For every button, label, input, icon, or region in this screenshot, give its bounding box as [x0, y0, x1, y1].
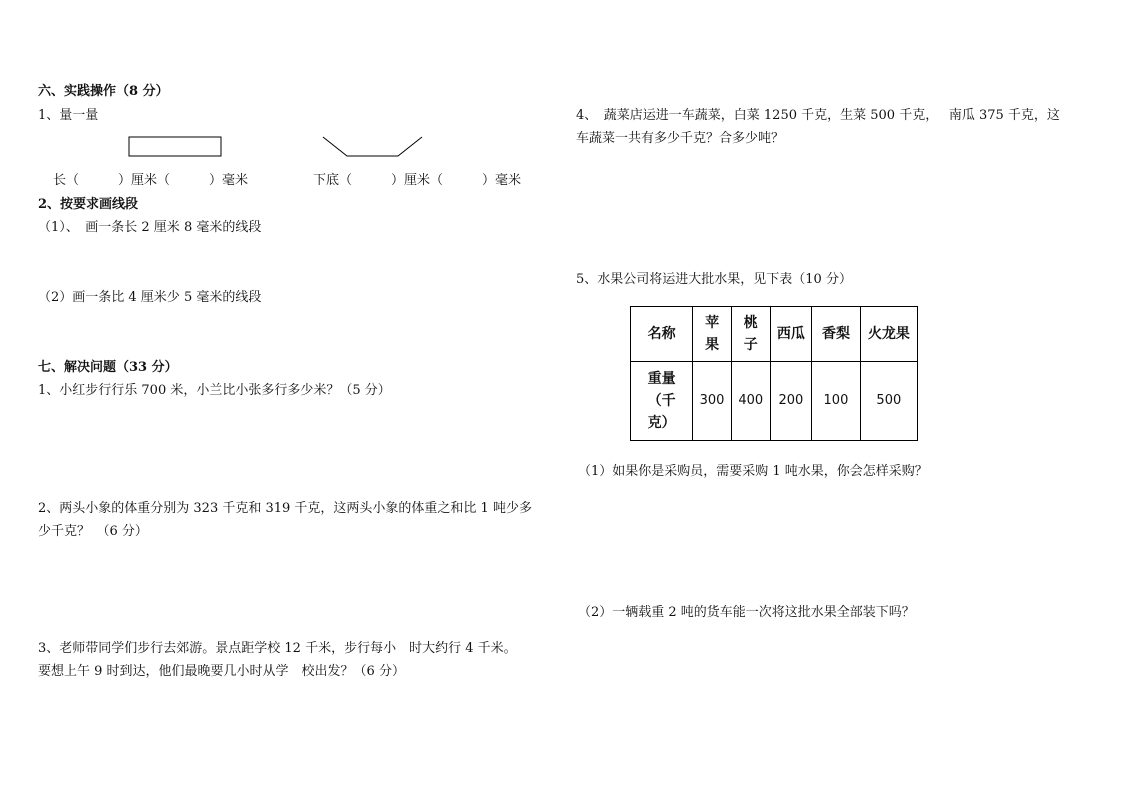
measure-trap-answer: 下底（ ）厘米（ ）毫米 — [313, 173, 522, 188]
table-weight-header-2: （千 — [647, 393, 676, 409]
table-weight-dragonfruit: 500 — [860, 362, 917, 441]
problem-3-line1: 3、老师带同学们步行去郊游。景点距学校 12 千米，步行每小 时大约行 4 千米。 — [38, 641, 517, 656]
measure-rect-answer: 长（ ）厘米（ ）毫米 — [53, 173, 249, 188]
problem-1: 1、小红步行行乐 700 米，小兰比小张多行多少米？（5 分） — [38, 383, 391, 398]
table-weight-pear: 100 — [812, 362, 860, 441]
table-name-header: 名称 — [631, 307, 693, 362]
question-measure-label: 1、量一量 — [38, 108, 99, 123]
table-fruit-pear: 香梨 — [812, 307, 860, 362]
section6-title: 六、实践操作（8 分） — [38, 84, 169, 99]
problem-3-line2: 要想上午 9 时到达，他们最晚要几小时从学 校出发？（6 分） — [38, 664, 405, 679]
table-fruit-dragonfruit: 火龙果 — [860, 307, 917, 362]
table-fruit-peach-char2: 子 — [743, 337, 758, 353]
table-header-row — [631, 307, 918, 362]
table-fruit-apple-char2: 果 — [705, 337, 720, 353]
problem-4-line1: 4、 蔬菜店运进一车蔬菜，白菜 1250 千克，生菜 500 千克， 南瓜 375 千克，这 — [576, 108, 1060, 123]
measure-trapezoid — [323, 137, 422, 156]
table-fruit-peach — [731, 307, 770, 362]
table-fruit-apple — [693, 307, 732, 362]
table-weight-header-1: 重量 — [647, 371, 676, 387]
problem-4-line2: 车蔬菜一共有多少千克？合多少吨？ — [576, 131, 785, 146]
question-draw-1: （1）、 画一条长 2 厘米 8 毫米的线段 — [38, 220, 262, 235]
question-draw-label: 2、按要求画线段 — [38, 197, 139, 212]
table-weight-header-3: 克） — [647, 415, 676, 431]
table-weight-peach: 400 — [731, 362, 770, 441]
table-weight-header — [631, 362, 693, 441]
problem-5-sub2: （2）一辆载重 2 吨的货车能一次将这批水果全部装下吗？ — [578, 605, 915, 620]
problem-5-title: 5、水果公司将运进大批水果，见下表（10 分） — [576, 272, 852, 287]
table-weight-apple: 300 — [693, 362, 732, 441]
table-weight-row — [631, 362, 918, 441]
table-fruit-peach-char1: 桃 — [743, 315, 758, 331]
problem-2-line1: 2、两头小象的体重分别为 323 千克和 319 千克，这两头小象的体重之和比 1 吨少多 — [38, 501, 532, 516]
problem-5-sub1: （1）如果你是采购员，需要采购 1 吨水果，你会怎样采购？ — [578, 464, 928, 479]
fruit-table — [630, 306, 918, 441]
table-weight-watermelon: 200 — [770, 362, 812, 441]
measure-figures — [120, 130, 440, 164]
table-fruit-watermelon: 西瓜 — [770, 307, 812, 362]
section7-title: 七、解决问题（33 分） — [38, 360, 178, 375]
measure-rectangle — [129, 137, 221, 156]
problem-2-line2: 少千克？ （6 分） — [38, 524, 148, 539]
question-draw-2: （2）画一条比 4 厘米少 5 毫米的线段 — [38, 290, 262, 305]
table-fruit-apple-char1: 苹 — [705, 315, 720, 331]
